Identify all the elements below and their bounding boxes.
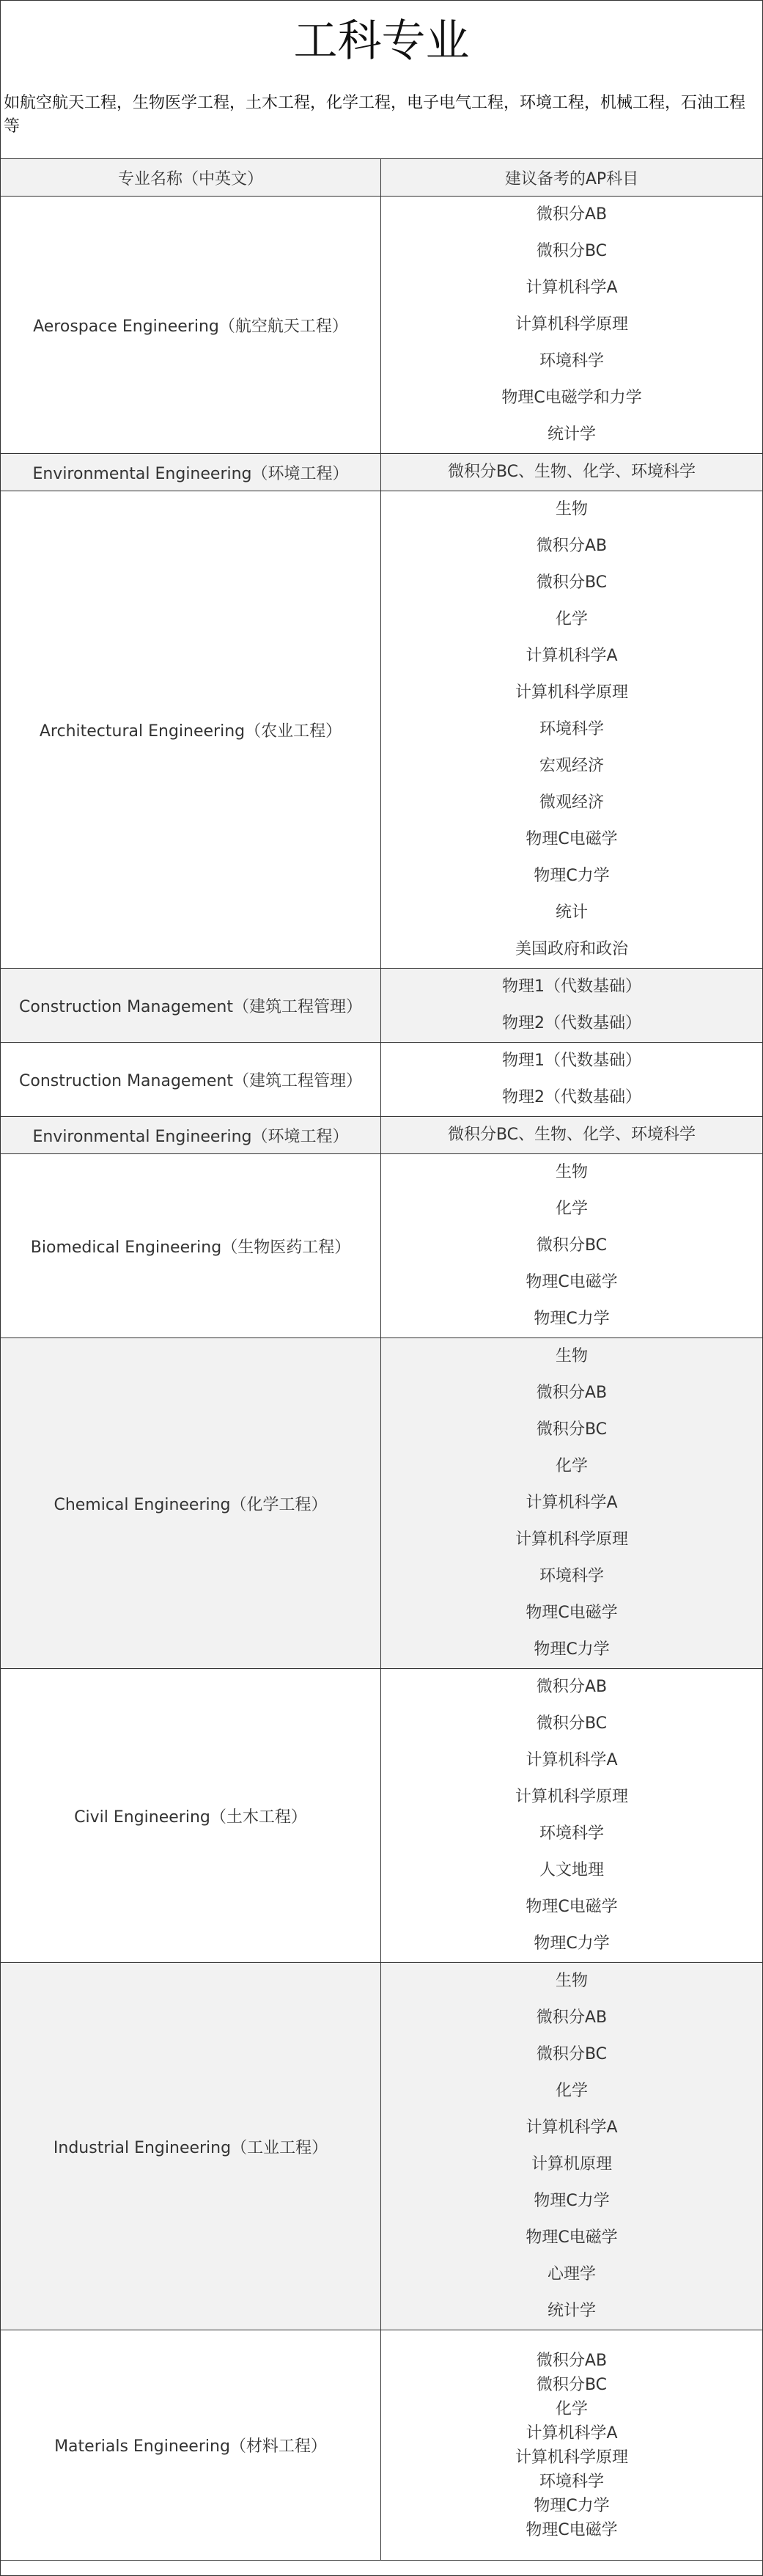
ap-subject: 心理学	[547, 2265, 596, 2283]
table-row	[1, 1043, 762, 1117]
ap-subject: 物理C力学	[534, 1934, 610, 1953]
table-row	[1, 491, 762, 969]
ap-subject: 物理C力学	[534, 1310, 610, 1328]
ap-subject: 计算机科学A	[526, 647, 618, 665]
major-name-cell: Aerospace Engineering（航空航天工程）	[1, 197, 381, 454]
ap-subject: 物理2（代数基础）	[502, 1088, 641, 1107]
ap-subject: 计算机原理	[531, 2155, 612, 2173]
ap-subject: 微积分AB	[536, 1384, 608, 1402]
ap-subject: 微积分BC	[536, 1236, 608, 1255]
ap-subject: 物理C力学	[534, 867, 610, 885]
ap-subject: 微积分AB	[536, 2008, 608, 2027]
table-header-row	[1, 159, 762, 197]
ap-subject: 环境科学	[539, 720, 604, 738]
ap-subjects-cell	[381, 969, 763, 1043]
ap-subject: 物理2（代数基础）	[502, 1014, 641, 1032]
table-row	[1, 1963, 762, 2330]
ap-subject: 生物	[555, 1972, 588, 1990]
major-name-cell: Environmental Engineering（环境工程）	[1, 454, 381, 491]
ap-subject: 计算机科学原理	[515, 2448, 628, 2467]
table-row	[1, 454, 762, 491]
ap-subject: 计算机科学原理	[515, 1788, 628, 1806]
ap-subject: 微积分BC	[536, 2045, 608, 2063]
ap-subject: 统计学	[547, 2302, 596, 2320]
ap-subject: 生物	[555, 1163, 588, 1181]
ap-subject: 化学	[555, 2082, 588, 2100]
ap-subject: 微积分AB	[536, 205, 608, 224]
ap-subjects-cell	[381, 491, 763, 969]
major-name-cell: Industrial Engineering（工业工程）	[1, 1963, 381, 2330]
major-name-cell: Architectural Engineering（农业工程）	[1, 491, 381, 969]
ap-subject: 物理C力学	[534, 2192, 610, 2210]
ap-subject: 计算机科学原理	[515, 1530, 628, 1549]
ap-subject: 化学	[555, 2399, 588, 2418]
ap-subject: 物理C电磁学	[526, 2228, 618, 2247]
table-row	[1, 969, 762, 1043]
ap-subject: 生物	[555, 1347, 588, 1365]
ap-subject: 物理C力学	[534, 1640, 610, 1659]
ap-subject: 计算机科学原理	[515, 683, 628, 702]
ap-subjects-cell	[381, 1669, 763, 1963]
ap-subject: 微积分BC	[536, 573, 608, 592]
ap-subject: 计算机科学A	[526, 279, 618, 297]
ap-subject: 物理C电磁学和力学	[501, 389, 642, 407]
ap-subjects-cell	[381, 197, 763, 454]
ap-subject: 物理C电磁学	[526, 830, 618, 848]
ap-subject: 化学	[555, 610, 588, 628]
major-name-cell: Environmental Engineering（环境工程）	[1, 1117, 381, 1154]
ap-subject: 化学	[555, 1200, 588, 1218]
header-major: 专业名称（中英文）	[1, 159, 381, 197]
ap-subject: 物理C电磁学	[526, 1604, 618, 1622]
ap-subject: 微积分AB	[536, 2351, 608, 2370]
page-subtitle: 如航空航天工程，生物医学工程，土木工程，化学工程，电子电气工程，环境工程，机械工程，石油工程等	[1, 74, 762, 159]
table-row	[1, 1154, 762, 1338]
ap-subjects-cell	[381, 1338, 763, 1669]
ap-subject: 物理1（代数基础）	[502, 977, 641, 996]
ap-subjects-cell	[381, 1154, 763, 1338]
ap-subject: 化学	[555, 1457, 588, 1475]
ap-subject: 计算机科学A	[526, 1494, 618, 1512]
ap-subject: 生物	[555, 500, 588, 518]
ap-subject: 微观经济	[539, 793, 604, 812]
table-row	[1, 1338, 762, 1669]
ap-subject: 计算机科学A	[526, 2423, 618, 2443]
major-name-cell: Chemical Engineering（化学工程）	[1, 1338, 381, 1669]
ap-subject: 微积分BC	[536, 2375, 608, 2394]
table-body	[1, 197, 762, 2561]
table-row	[1, 1117, 762, 1154]
major-name-cell: Materials Engineering（材料工程）	[1, 2330, 381, 2561]
ap-subject: 宏观经济	[539, 757, 604, 775]
ap-subject: 物理C力学	[534, 2496, 610, 2515]
ap-subjects-cell	[381, 2330, 763, 2561]
ap-subject: 微积分AB	[536, 537, 608, 555]
ap-subject: 环境科学	[539, 1567, 604, 1585]
ap-subject: 微积分BC、生物、化学、环境科学	[447, 1126, 696, 1144]
ap-subject: 计算机科学A	[526, 2118, 618, 2137]
major-name-cell: Biomedical Engineering（生物医药工程）	[1, 1154, 381, 1338]
major-name-cell: Construction Management（建筑工程管理）	[1, 1043, 381, 1117]
ap-subject: 物理C电磁学	[526, 1273, 618, 1291]
ap-subject: 计算机科学A	[526, 1751, 618, 1769]
ap-subject: 美国政府和政治	[515, 940, 628, 958]
ap-subject: 微积分BC	[536, 1714, 608, 1733]
major-ap-table	[1, 159, 762, 2561]
ap-subject: 物理C电磁学	[526, 2520, 618, 2539]
table-row	[1, 1669, 762, 1963]
ap-subject: 计算机科学原理	[515, 315, 628, 334]
header-ap-subjects: 建议备考的AP科目	[381, 159, 763, 197]
ap-subjects-cell	[381, 1043, 763, 1117]
ap-subject: 环境科学	[539, 1824, 604, 1843]
ap-subject: 物理C电磁学	[526, 1898, 618, 1916]
ap-subject: 人文地理	[539, 1861, 604, 1879]
ap-subject: 微积分BC	[536, 1420, 608, 1439]
table-row	[1, 2330, 762, 2561]
major-name-cell: Construction Management（建筑工程管理）	[1, 969, 381, 1043]
ap-subject: 环境科学	[539, 352, 604, 370]
ap-subjects-cell	[381, 1117, 763, 1154]
ap-subjects-cell	[381, 454, 763, 491]
ap-subject: 微积分BC	[536, 242, 608, 260]
ap-subject: 统计学	[547, 425, 596, 444]
ap-subject: 物理1（代数基础）	[502, 1052, 641, 1070]
ap-subject: 环境科学	[539, 2472, 604, 2491]
major-name-cell: Civil Engineering（土木工程）	[1, 1669, 381, 1963]
ap-subjects-cell	[381, 1963, 763, 2330]
ap-subject: 统计	[555, 903, 588, 922]
ap-subject: 微积分BC、生物、化学、环境科学	[447, 463, 696, 481]
table-row	[1, 197, 762, 454]
page-title: 工科专业	[293, 15, 470, 67]
ap-subject: 微积分AB	[536, 1678, 608, 1696]
